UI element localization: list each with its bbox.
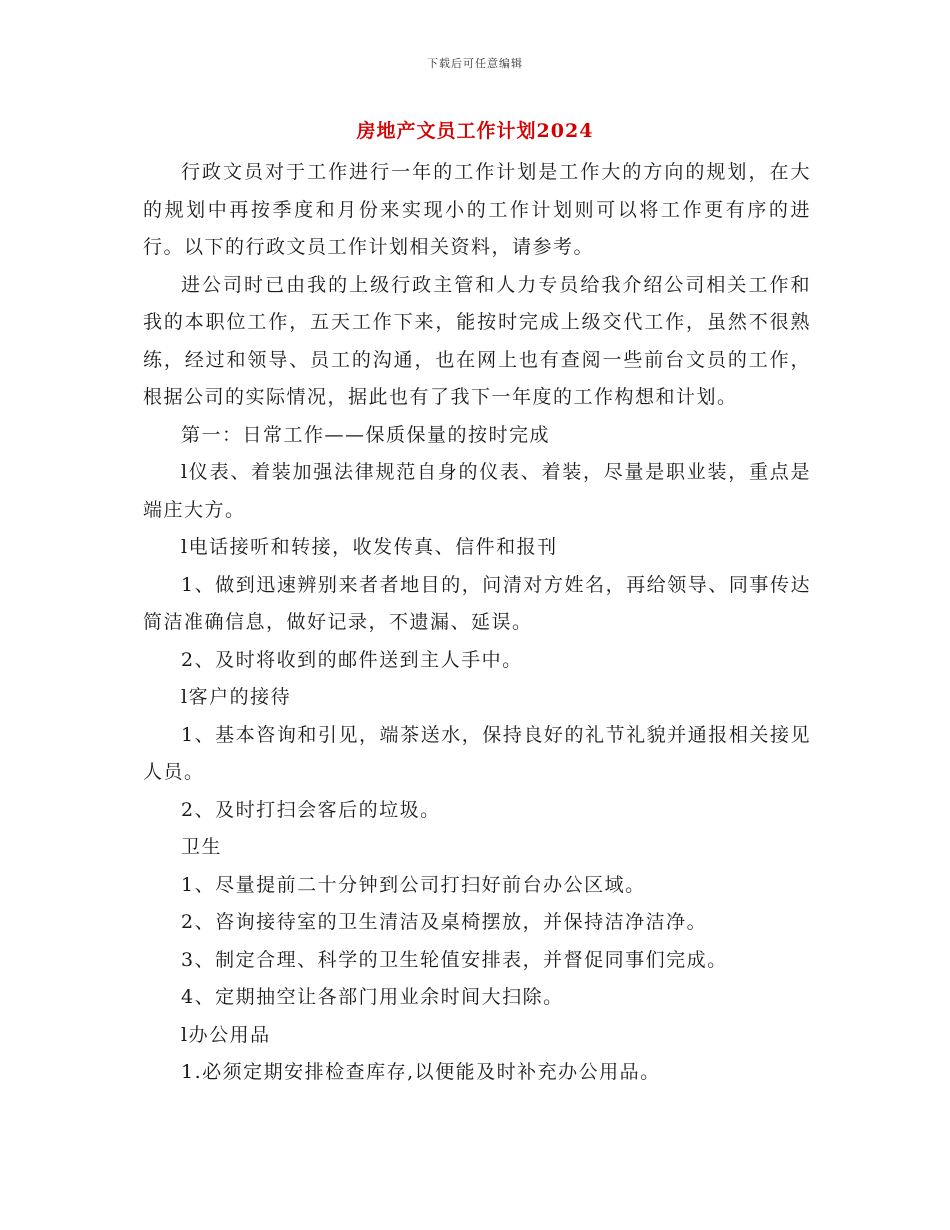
paragraph-intro: 行政文员对于工作进行一年的工作计划是工作大的方向的规划，在大的规划中再按季度和月份来实现小的工作计划则可以将工作更有序的进行。以下的行政文员工作计划相关资料，请参考。	[143, 161, 811, 258]
list-item-phone: l电话接听和转接，收发传真、信件和报刊	[181, 536, 558, 558]
list-item-office-supplies-1: 1.必须定期安排检查库存,以便能及时补充办公用品。	[181, 1061, 661, 1083]
list-item-phone-2: 2、及时将收到的邮件送到主人手中。	[181, 648, 523, 671]
list-item-hygiene-2: 2、咨询接待室的卫生清洁及桌椅摆放，并保持洁净洁净。	[181, 911, 708, 933]
section-heading-daily-work: 第一：日常工作——保质保量的按时完成	[181, 423, 551, 446]
list-item-reception-2: 2、及时打扫会客后的垃圾。	[181, 798, 441, 821]
list-item-appearance: l仪表、着装加强法律规范自身的仪表、着装，尽量是职业装，重点是端庄大方。	[143, 461, 811, 521]
list-item-hygiene-1: 1、尽量提前二十分钟到公司打扫好前台办公区域。	[181, 873, 646, 896]
list-item-hygiene-4: 4、定期抽空让各部门用业余时间大扫除。	[181, 986, 564, 1008]
list-item-phone-1: 1、做到迅速辨别来者者地目的，问清对方姓名，再给领导、同事传达简洁准确信息，做好记录，不遗漏、延误。	[143, 573, 811, 633]
list-item-office-supplies: l办公用品	[181, 1023, 271, 1046]
list-item-hygiene-3: 3、制定合理、科学的卫生轮值安排表，并督促同事们完成。	[181, 948, 728, 971]
list-item-reception: l客户的接待	[181, 686, 292, 708]
document-body	[143, 154, 811, 1092]
document-title: 房地产文员工作计划2024	[356, 120, 594, 142]
paragraph-background: 进公司时已由我的上级行政主管和人力专员给我介绍公司相关工作和我的本职位工作，五天工作下来，能按时完成上级交代工作，虽然不很熟练，经过和领导、员工的沟通，也在网上也有查阅一些前台文员的工作，根据公司的实际情况，据此也有了我下一年度的工作构想和计划。	[143, 273, 811, 408]
list-item-reception-1: 1、基本咨询和引见，端茶送水，保持良好的礼节礼貌并通报相关接见人员。	[143, 723, 811, 783]
page-header-note: 下载后可任意编辑	[427, 57, 523, 70]
list-item-hygiene: 卫生	[181, 836, 223, 858]
